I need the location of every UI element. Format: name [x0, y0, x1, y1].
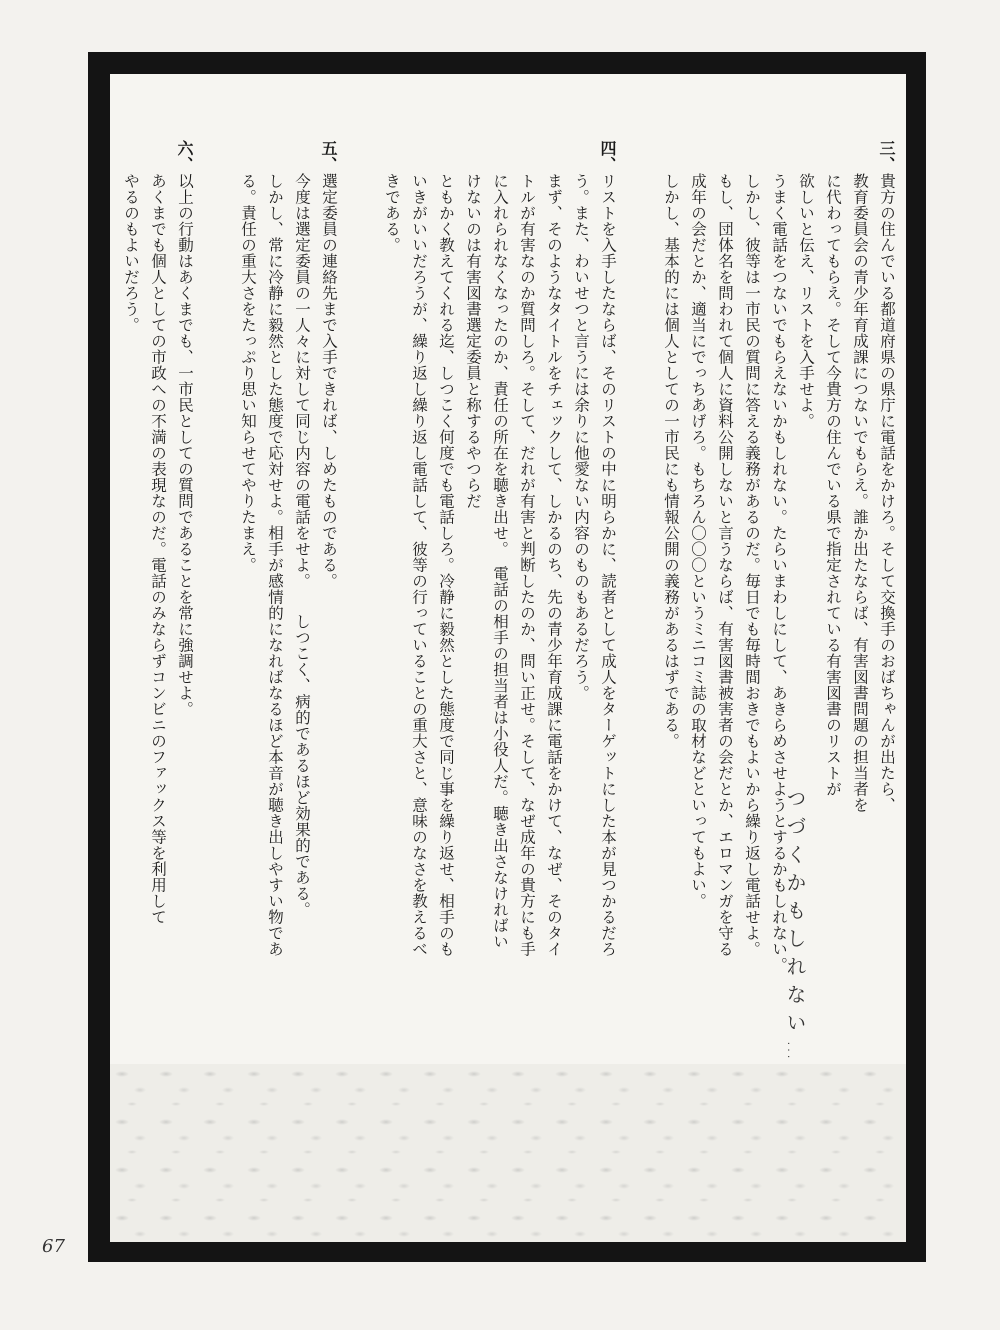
text-line: 選定委員の連絡先まで入手できれば、しめたものである。: [320, 173, 338, 589]
section-lines: [657, 173, 900, 973]
text-line: リストを入手したならば、そのリストの中に明らかに、読者として成人をターゲットにした本が見つかるだろ: [599, 173, 617, 957]
closing-note: つづくかもしれない…: [783, 788, 807, 1068]
text-line: 欲しいと伝え、リストを入手せよ。: [797, 173, 815, 429]
section-6: [117, 140, 198, 1000]
text-line: いきがいいだろうが、繰り返し繰り返し電話して、彼等の行っていることの重大さと、意味のなさを教えるべ: [410, 173, 428, 957]
section-4: [378, 140, 621, 1000]
background-texture: [110, 1064, 906, 1262]
text-line: きである。: [383, 173, 401, 253]
text-line: 貴方の住んでいる都道府県の県庁に電話をかけろ。そして交換手のおばちゃんが出たら、: [878, 173, 896, 813]
text-line: しかし、常に冷静に毅然とした態度で応対せよ。相手が感情的になればなるほど本音が聴き出しやすい物であ: [266, 173, 284, 957]
section-lines: [234, 173, 342, 957]
text-line: ともかく教えてくれる迄、しつこく何度でも電話しろ。冷静に毅然とした態度で同じ事を繰り返せ、相手のも: [437, 173, 455, 957]
vertical-text-body: [81, 140, 900, 1000]
section-number: 五、: [319, 140, 338, 173]
text-line: トルが有害なのか質問しろ。そして、だれが有害と判断したのか、問い正せ。そして、なぜ成年の貴方にも手: [518, 173, 536, 957]
page-number: 67: [42, 1236, 65, 1257]
text-line: やるのもよいだろう。: [122, 173, 140, 333]
text-line: る。責任の重大さをたっぷり思い知らせてやりたまえ。: [239, 173, 257, 573]
text-line: う。また、わいせつと言うには余りに他愛ない内容のものもあるだろう。: [572, 173, 590, 701]
text-line: もし、団体名を問われて個人に資料公開しないと言うならば、有害図書被害者の会だとか、エロマンガを守る: [716, 173, 734, 957]
text-line: 以上の行動はあくまでも、一市民としての質問であることを常に強調せよ。: [176, 173, 194, 717]
text-line: うまく電話をつないでもらえないかもしれない。たらいまわしにして、あきらめさせようとするかもしれない。: [770, 173, 788, 973]
text-line: しかし、彼等は一市民の質問に答える義務があるのだ。毎日でも毎時間おきでもよいから繰り返し電話せよ。: [743, 173, 761, 957]
text-line: あくまでも個人としての市政への不満の表現なのだ。電話のみならずコンビニのファックス等を利用して: [149, 173, 167, 925]
text-line: に代わってもらえ。そして今貴方の住んでいる県で指定されている有害図書のリストが: [824, 173, 842, 797]
text-line: 成年の会だとか、適当にでっちあげろ。もちろん〇〇〇というミニコミ誌の取材などといってもよい。: [689, 173, 707, 909]
text-line: けないのは有害図書選定委員と称するやつらだ: [464, 173, 482, 509]
text-line: まず、そのようなタイトルをチェックして、しかるのち、先の青少年育成課に電話をかけて、なぜ、そのタイ: [545, 173, 563, 957]
section-lines: [378, 173, 621, 957]
section-number: 六、: [175, 140, 194, 173]
section-5: [234, 140, 342, 1000]
section-lines: [117, 173, 198, 925]
text-line: 今度は選定委員の一人々に対して同じ内容の電話をせよ。 しつこく、病的であるほど効果的である。: [293, 173, 311, 918]
section-number: 四、: [598, 140, 617, 173]
text-line: 教育委員会の青少年育成課につないでもらえ。誰か出たならば、有害図書問題の担当者を: [851, 173, 869, 813]
section-number: 三、: [877, 140, 896, 173]
text-line: しかし、基本的には個人としての一市民にも情報公開の義務があるはずである。: [662, 173, 680, 749]
text-line: に入れられなくなったのか、責任の所在を聴き出せ。 電話の相手の担当者は小役人だ。聴き出さなければい: [491, 173, 509, 950]
section-3: [657, 140, 900, 1000]
